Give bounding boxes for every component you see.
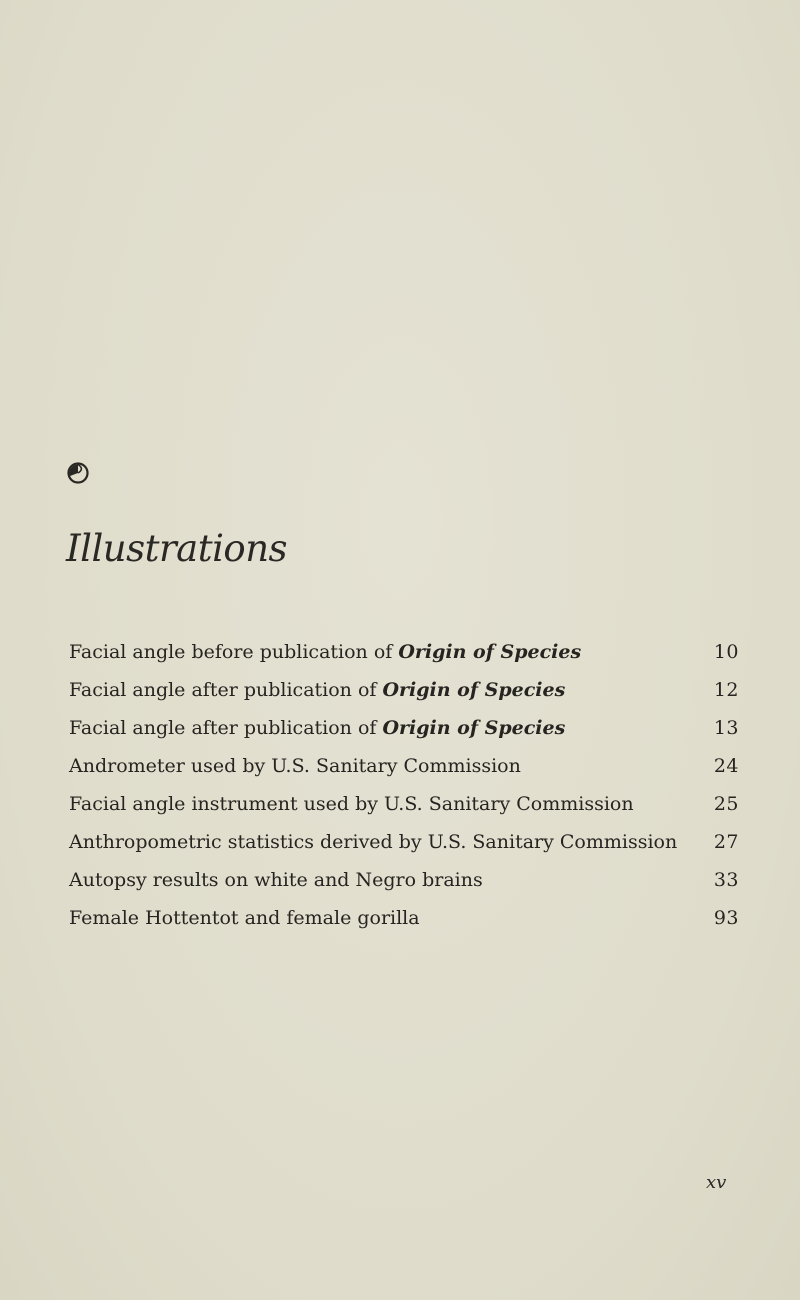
entry-text: Anthropometric statistics derived by U.S. Sanitary Commission: [69, 831, 678, 853]
list-item: [69, 755, 739, 793]
entry-title: [69, 717, 565, 739]
entry-text: Facial angle instrument used by U.S. Sanitary Commission: [69, 793, 634, 815]
entry-page-number: 24: [713, 755, 739, 777]
list-item: [69, 679, 739, 717]
entry-italic-text: Origin of Species: [398, 641, 582, 663]
entry-title: [69, 831, 677, 853]
page-title: Illustrations: [66, 527, 288, 570]
entry-text: Facial angle after publication of: [69, 679, 383, 701]
list-item: [69, 717, 739, 755]
section-ornament-icon: [66, 461, 90, 485]
entry-page-number: 93: [713, 907, 739, 929]
entry-text: Facial angle after publication of: [69, 717, 383, 739]
list-item: [69, 641, 739, 679]
entry-page-number: 13: [713, 717, 739, 739]
entry-title: [69, 907, 420, 929]
list-item: [69, 907, 739, 945]
entry-title: [69, 641, 581, 663]
entry-text: Female Hottentot and female gorilla: [69, 907, 420, 929]
entry-italic-text: Origin of Species: [382, 679, 566, 701]
entry-title: [69, 793, 634, 815]
entry-page-number: 33: [713, 869, 739, 891]
list-item: [69, 831, 739, 869]
entry-title: [69, 869, 483, 891]
list-item: [69, 793, 739, 831]
entry-page-number: 10: [713, 641, 739, 663]
illustrations-list: [69, 641, 739, 945]
entry-italic-text: Origin of Species: [382, 717, 566, 739]
entry-page-number: 25: [713, 793, 739, 815]
entry-text: Autopsy results on white and Negro brains: [69, 869, 483, 891]
entry-title: [69, 755, 521, 777]
entry-text: Facial angle before publication of: [69, 641, 399, 663]
entry-page-number: 12: [713, 679, 739, 701]
entry-title: [69, 679, 565, 701]
list-item: [69, 869, 739, 907]
entry-text: Andrometer used by U.S. Sanitary Commission: [69, 755, 521, 777]
page-folio: xv: [706, 1172, 727, 1193]
entry-page-number: 27: [713, 831, 739, 853]
